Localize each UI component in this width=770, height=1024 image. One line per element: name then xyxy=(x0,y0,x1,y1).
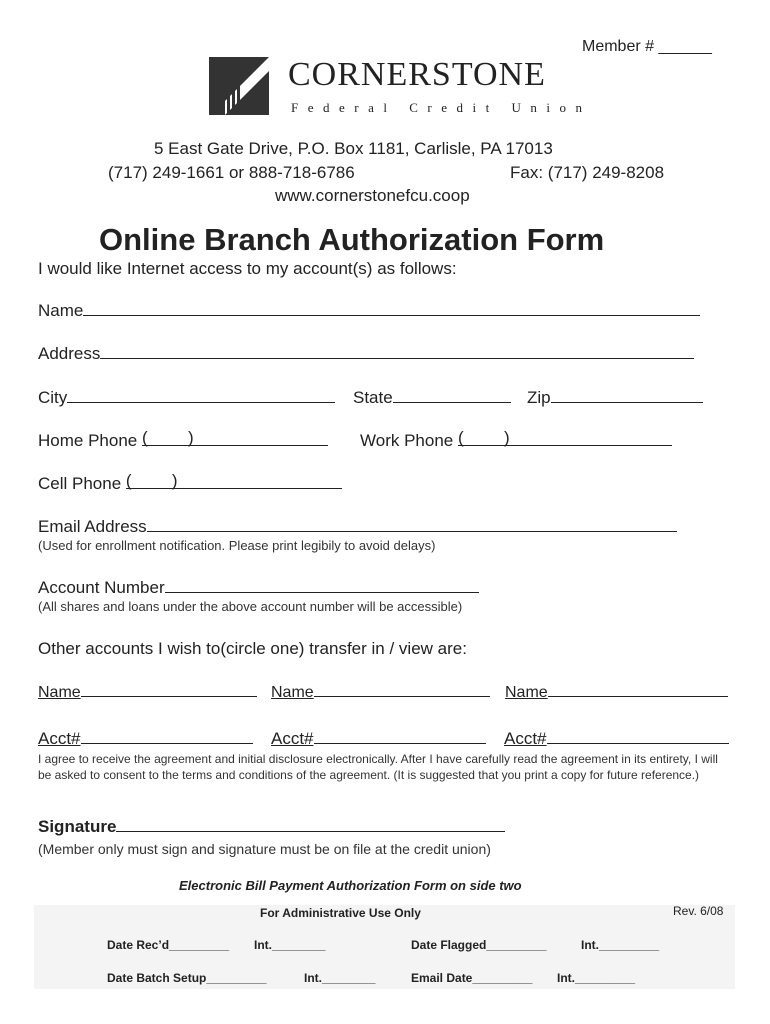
city-line xyxy=(67,388,335,403)
contact-website: www.cornerstonefcu.coop xyxy=(275,186,470,205)
work-phone-label: Work Phone xyxy=(360,431,454,450)
revision-label: Rev. 6/08 xyxy=(673,904,724,918)
other-acct-line xyxy=(314,729,486,744)
other-name-label: Name xyxy=(505,684,548,701)
other-acct-line xyxy=(81,729,253,744)
contact-fax: Fax: (717) 249-8208 xyxy=(510,163,665,182)
other-acct-label: Acct# xyxy=(504,729,547,748)
initial-field-3[interactable]: Int.________ xyxy=(304,971,376,985)
other-acct-1[interactable] xyxy=(38,729,253,749)
account-note: (All shares and loans under the above account number will be accessible) xyxy=(38,599,463,614)
other-name-1[interactable] xyxy=(38,682,257,702)
date-flagged-field[interactable]: Date Flagged_________ xyxy=(411,938,547,952)
initial-field-1[interactable]: Int.________ xyxy=(254,938,326,952)
signature-note: (Member only must sign and signature must be on file at the credit union) xyxy=(38,841,491,857)
other-acct-label: Acct# xyxy=(38,729,81,748)
intro-text: I would like Internet access to my account(s) as follows: xyxy=(38,259,457,278)
admin-heading: For Administrative Use Only xyxy=(260,906,421,920)
other-name-3[interactable] xyxy=(505,682,728,702)
other-acct-3[interactable] xyxy=(504,729,729,749)
work-phone-field[interactable] xyxy=(360,428,672,451)
other-name-label: Name xyxy=(38,684,81,701)
home-phone-line: ( ) xyxy=(142,431,328,446)
city-label: City xyxy=(38,388,68,407)
other-acct-line xyxy=(547,729,729,744)
name-field[interactable] xyxy=(38,301,700,321)
initial-field-4[interactable]: Int._________ xyxy=(557,971,636,985)
date-batch-setup-field[interactable]: Date Batch Setup_________ xyxy=(107,971,267,985)
email-note: (Used for enrollment notification. Please print legibily to avoid delays) xyxy=(38,538,436,553)
address-field[interactable] xyxy=(38,344,694,364)
contact-phone: (717) 249-1661 or 888-718-6786 xyxy=(108,163,355,182)
account-number-line xyxy=(165,578,479,593)
zip-field[interactable] xyxy=(527,388,703,408)
page-title: Online Branch Authorization Form xyxy=(99,222,605,257)
other-acct-2[interactable] xyxy=(271,729,486,749)
state-label: State xyxy=(353,388,393,407)
contact-address: 5 East Gate Drive, P.O. Box 1181, Carlisle, PA 17013 xyxy=(154,139,553,158)
other-accounts-heading: Other accounts I wish to(circle one) transfer in / view are: xyxy=(38,639,467,658)
date-received-field[interactable]: Date Rec’d_________ xyxy=(107,938,230,952)
other-name-line xyxy=(314,682,490,697)
email-line xyxy=(147,517,677,532)
zip-line xyxy=(551,388,703,403)
signature-line xyxy=(116,817,505,832)
cell-phone-field[interactable] xyxy=(38,471,342,494)
member-number-label: Member # ______ xyxy=(582,38,712,55)
account-number-label: Account Number xyxy=(38,578,165,597)
admin-section xyxy=(34,905,735,989)
email-date-field[interactable]: Email Date_________ xyxy=(411,971,533,985)
signature-label: Signature xyxy=(38,817,117,836)
city-field[interactable] xyxy=(38,388,335,408)
ebill-note: Electronic Bill Payment Authorization Form on side two xyxy=(179,878,522,893)
other-name-line xyxy=(81,682,257,697)
other-name-line xyxy=(548,682,728,697)
signature-field[interactable] xyxy=(38,817,505,837)
state-field[interactable] xyxy=(353,388,511,408)
initial-field-2[interactable]: Int._________ xyxy=(581,938,660,952)
agreement-text: I agree to receive the agreement and initial disclosure electronically. After I have carefully read the agreement in its entirety, I will be asked to consent to the terms and conditions of the agreement. (It is suggested that you print a copy for future reference.) xyxy=(38,752,718,782)
logo-name: CORNERSTONE xyxy=(288,56,546,93)
address-line xyxy=(100,344,694,359)
address-label: Address xyxy=(38,344,101,363)
cornerstone-logo-icon xyxy=(209,57,269,120)
state-line xyxy=(393,388,511,403)
name-label: Name xyxy=(38,301,84,320)
other-acct-label: Acct# xyxy=(271,729,314,748)
email-field[interactable] xyxy=(38,517,677,537)
cell-phone-label: Cell Phone xyxy=(38,474,122,493)
account-number-field[interactable] xyxy=(38,578,479,598)
other-name-2[interactable] xyxy=(271,682,490,702)
email-label: Email Address xyxy=(38,517,147,536)
home-phone-field[interactable] xyxy=(38,428,328,451)
zip-label: Zip xyxy=(527,388,551,407)
name-line xyxy=(83,301,700,316)
home-phone-label: Home Phone xyxy=(38,431,138,450)
work-phone-line: ( ) xyxy=(458,431,672,446)
other-name-label: Name xyxy=(271,684,314,701)
cell-phone-line: ( ) xyxy=(126,474,342,489)
logo-subtitle: Federal Credit Union xyxy=(291,100,592,115)
